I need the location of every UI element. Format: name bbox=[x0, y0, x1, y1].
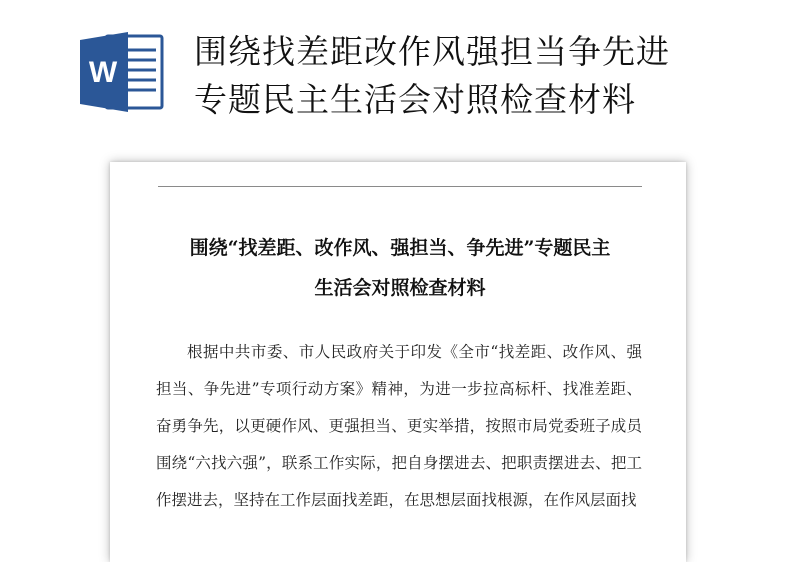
header bbox=[0, 0, 800, 150]
page-title-line-1: 围绕找差距改作风强担当争先进 bbox=[194, 32, 670, 71]
document-body-paragraph: 根据中共市委、市人民政府关于印发《全市“找差距、改作风、强担当、争先进”专项行动方案》精神，为进一步拉高标杆、找准差距、奋勇争先，以更硬作风、更强担当、更实举措，按照市局党委班子成员围绕“六找六强”，联系工作实际，把自身摆进去、把职责摆进去、把工作摆进去，坚持在工作层面找差距，在思想层面找根源，在作风层面找 bbox=[156, 343, 642, 509]
page-title bbox=[194, 28, 784, 124]
page-title-line-2: 专题民主生活会对照检查材料 bbox=[194, 80, 636, 119]
document-title-line-2: 生活会对照检查材料 bbox=[314, 277, 486, 299]
word-icon-letter: W bbox=[88, 56, 118, 89]
word-document-icon bbox=[76, 30, 166, 114]
document-title-line-1: 围绕“找差距、改作风、强担当、争先进”专题民主 bbox=[189, 237, 611, 259]
document-title bbox=[150, 228, 650, 308]
header-rule bbox=[158, 186, 642, 187]
document-page bbox=[110, 162, 686, 562]
